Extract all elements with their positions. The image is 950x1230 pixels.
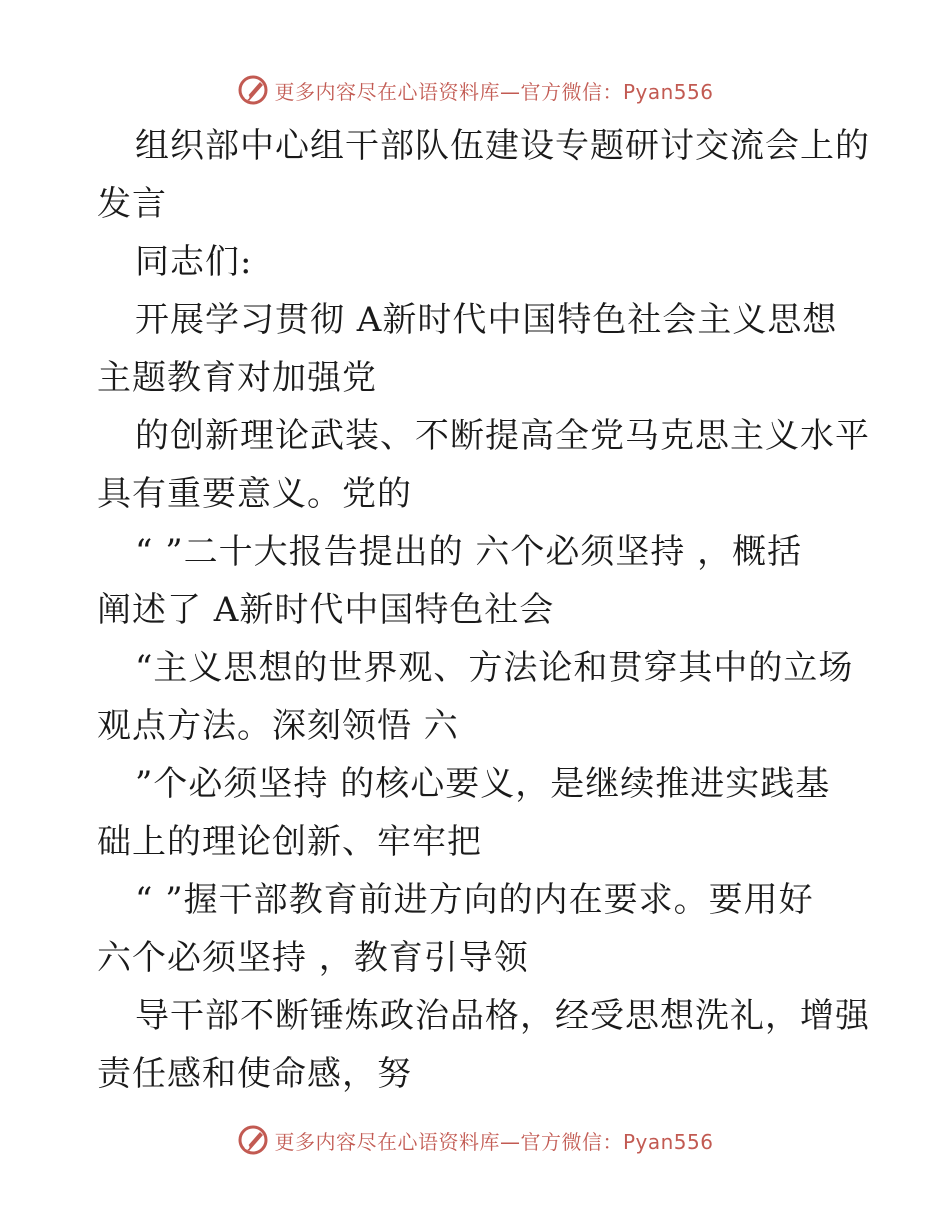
paragraph-line: 具有重要意义。党的 bbox=[97, 474, 412, 514]
paragraph-line: “主义思想的世界观、方法论和贯穿其中的立场 bbox=[135, 648, 854, 688]
paragraph-line: “ ”二十大报告提出的 六个必须坚持 ，概括 bbox=[135, 532, 803, 572]
pen-logo-icon bbox=[236, 1123, 270, 1157]
paragraph-line: ”个必须坚持 的核心要义，是继续推进实践基 bbox=[135, 764, 831, 804]
footer-banner-text: 更多内容尽在心语资料库—官方微信：Pyan556 bbox=[274, 1129, 714, 1154]
salutation: 同志们: bbox=[135, 242, 253, 282]
title-line-2: 发言 bbox=[97, 184, 167, 224]
paragraph-line: 导干部不断锤炼政治品格，经受思想洗礼，增强 bbox=[135, 996, 870, 1036]
paragraph-line: 观点方法。深刻领悟 六 bbox=[97, 706, 459, 746]
header-banner-text: 更多内容尽在心语资料库—官方微信：Pyan556 bbox=[274, 79, 714, 104]
pen-logo-icon bbox=[236, 73, 270, 107]
paragraph-line: 主题教育对加强党 bbox=[97, 358, 377, 398]
paragraph-line: 六个必须坚持 ，教育引导领 bbox=[97, 938, 529, 978]
paragraph-line: 责任感和使命感，努 bbox=[97, 1054, 412, 1094]
paragraph-line: 开展学习贯彻 A新时代中国特色社会主义思想 bbox=[135, 300, 838, 340]
document-body bbox=[97, 117, 870, 1103]
paragraph-line: 阐述了 A新时代中国特色社会 bbox=[97, 590, 555, 630]
footer-watermark-banner bbox=[0, 1120, 950, 1160]
header-watermark-banner bbox=[0, 70, 950, 110]
paragraph-line: 础上的理论创新、牢牢把 bbox=[97, 822, 482, 862]
title-line-1: 组织部中心组干部队伍建设专题研讨交流会上的 bbox=[135, 126, 870, 166]
paragraph-line: 的创新理论武装、不断提高全党马克思主义水平 bbox=[135, 416, 870, 456]
paragraph-line: “ ”握干部教育前进方向的内在要求。要用好 bbox=[135, 880, 814, 920]
